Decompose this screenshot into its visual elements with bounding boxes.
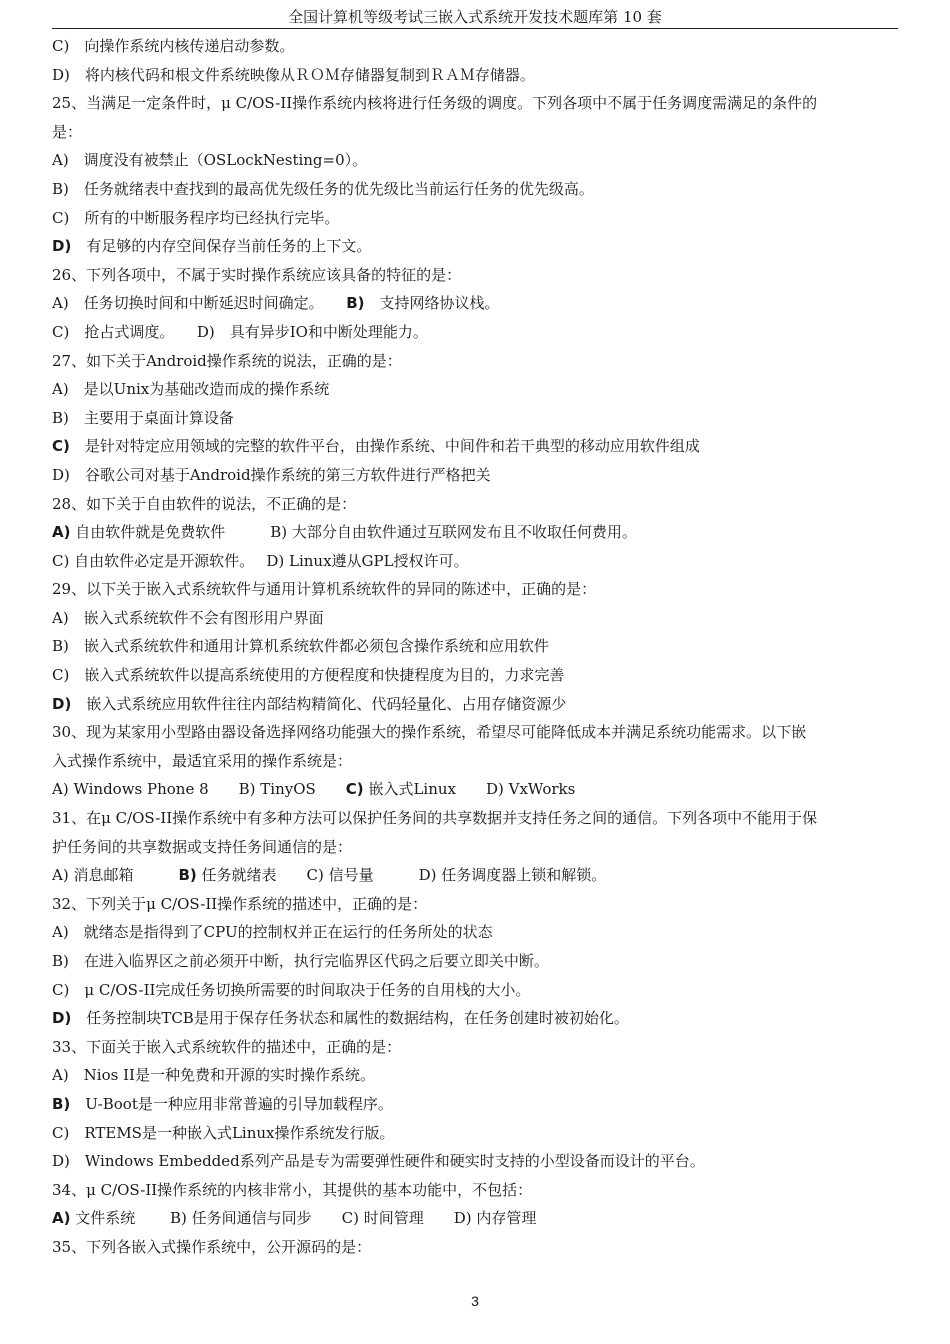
line-text: A) Nios II是一种免费和开源的实时操作系统。 — [52, 1066, 375, 1085]
line-text: 自由软件就是免费软件 B) 大部分自由软件通过互联网发布且不收取任何费用。 — [70, 523, 637, 542]
line-text: 35、下列各嵌入式操作系统中，公开源码的是： — [52, 1237, 372, 1256]
line-text: A) 嵌入式系统软件不会有图形用户界面 — [52, 608, 324, 627]
text-line — [52, 861, 902, 890]
question-content — [52, 32, 902, 1262]
line-text: 入式操作系统中，最适宜采用的操作系统是： — [52, 751, 353, 770]
line-text: D) 谷歌公司对基于Android操作系统的第三方软件进行严格把关 — [52, 465, 491, 484]
text-line — [52, 918, 902, 947]
text-line — [52, 375, 902, 404]
line-text: A) 就绪态是指得到了CPU的控制权并正在运行的任务所处的状态 — [52, 923, 493, 942]
line-text: 25、当满足一定条件时，μ C/OS-II操作系统内核将进行任务级的调度。下列各项中不属于任务调度需满足的条件的 — [52, 94, 818, 113]
line-text: 27、如下关于Android操作系统的说法，正确的是： — [52, 351, 402, 370]
line-text: 护任务间的共享数据或支持任务间通信的是： — [52, 837, 353, 856]
line-text: A) 是以Unix为基础改造而成的操作系统 — [52, 380, 330, 399]
line-text: A) 任务切换时间和中断延迟时间确定。 — [52, 294, 347, 313]
line-text: 29、以下关于嵌入式系统软件与通用计算机系统软件的异同的陈述中，正确的是： — [52, 580, 597, 599]
text-line — [52, 232, 902, 261]
line-text: 任务就绪表 C) 信号量 D) 任务调度器上锁和解锁。 — [196, 866, 607, 885]
text-line — [52, 61, 902, 90]
text-line — [52, 1090, 902, 1119]
text-line — [52, 1033, 902, 1062]
text-line — [52, 1176, 902, 1205]
text-line — [52, 432, 902, 461]
text-line — [52, 461, 902, 490]
text-line — [52, 204, 902, 233]
line-text: D) Windows Embedded系列产品是专为需要弹性硬件和硬实时支持的小型设备而设计的平台。 — [52, 1152, 705, 1171]
line-text: 是针对特定应用领域的完整的软件平台，由操作系统、中间件和若干典型的移动应用软件组成 — [69, 437, 700, 456]
line-text: C) 所有的中断服务程序均已经执行完毕。 — [52, 208, 340, 227]
text-line — [52, 490, 902, 519]
text-line — [52, 261, 902, 290]
line-text: B) 在进入临界区之前必须开中断，执行完临界区代码之后要立即关中断。 — [52, 952, 549, 970]
line-text: 支持网络协议栈。 — [364, 294, 500, 313]
line-text: 嵌入式系统应用软件往往内部结构精简化、代码轻量化、占用存储资源少 — [71, 694, 567, 713]
text-line — [52, 1061, 902, 1090]
line-text: 32、下列关于μ C/OS-II操作系统的描述中，正确的是： — [52, 894, 428, 913]
line-text: 是： — [52, 122, 83, 141]
text-line — [52, 833, 902, 862]
text-line — [52, 947, 902, 976]
line-text: A) 调度没有被禁止（OSLockNesting=0）。 — [52, 151, 368, 170]
line-text: 34、μ C/OS-II操作系统的内核非常小，其提供的基本功能中，不包括： — [52, 1180, 533, 1199]
page-header-title: 全国计算机等级考试三嵌入式系统开发技术题库第 10 套 — [288, 8, 662, 26]
text-line — [52, 718, 902, 747]
text-line — [52, 804, 902, 833]
page-header — [52, 8, 898, 29]
answer-marker: A) — [52, 523, 71, 542]
text-line — [52, 690, 902, 719]
line-text: 33、下面关于嵌入式系统软件的描述中，正确的是： — [52, 1037, 402, 1056]
text-line — [52, 146, 902, 175]
text-line — [52, 604, 902, 633]
text-line — [52, 347, 902, 376]
line-text: C) 自由软件必定是开源软件。 D) Linux遵从GPL授权许可。 — [52, 551, 469, 570]
line-text: C) 向操作系统内核传递启动参数。 — [52, 37, 295, 55]
line-text: 文件系统 B) 任务间通信与同步 C) 时间管理 D) 内存管理 — [70, 1209, 537, 1228]
text-line — [52, 1004, 902, 1033]
line-text: 26、下列各项中，不属于实时操作系统应该具备的特征的是： — [52, 265, 462, 284]
line-text: C) RTEMS是一种嵌入式Linux操作系统发行版。 — [52, 1123, 395, 1142]
answer-marker: A) — [52, 1209, 71, 1228]
answer-marker: B) — [178, 866, 197, 885]
text-line — [52, 404, 902, 433]
line-text: 31、在μ C/OS-II操作系统中有多种方法可以保护任务间的共享数据并支持任务之间的通信。下列各项中不能用于保 — [52, 809, 818, 828]
line-text: 任务控制块TCB是用于保存任务状态和属性的数据结构，在任务创建时被初始化。 — [71, 1009, 629, 1028]
line-text: 有足够的内存空间保存当前任务的上下文。 — [71, 237, 372, 256]
text-line — [52, 976, 902, 1005]
text-line — [52, 32, 902, 61]
text-line — [52, 1233, 902, 1262]
line-text: D) 将内核代码和根文件系统映像从ＲＯＭ存储器复制到ＲＡＭ存储器。 — [52, 65, 535, 84]
text-line — [52, 890, 902, 919]
answer-marker: D) — [52, 694, 72, 713]
answer-marker: D) — [52, 1009, 72, 1028]
line-text: U-Boot是一种应用非常普遍的引导加载程序。 — [70, 1094, 393, 1113]
text-line — [52, 1147, 902, 1176]
line-text: 嵌入式Linux D) VxWorks — [363, 780, 576, 799]
text-line — [52, 1204, 902, 1233]
text-line — [52, 775, 902, 804]
answer-marker: C) — [52, 437, 70, 456]
text-line — [52, 289, 902, 318]
line-text: B) 任务就绪表中查找到的最高优先级任务的优先级比当前运行任务的优先级高。 — [52, 179, 594, 198]
text-line — [52, 547, 902, 576]
text-line — [52, 89, 902, 118]
text-line — [52, 747, 902, 776]
line-text: 28、如下关于自由软件的说法，不正确的是： — [52, 494, 357, 513]
answer-marker: B) — [52, 1094, 71, 1113]
line-text: A) Windows Phone 8 B) TinyOS — [52, 780, 346, 799]
line-text: B) 主要用于桌面计算设备 — [52, 408, 234, 427]
line-text: B) 嵌入式系统软件和通用计算机系统软件都必须包含操作系统和应用软件 — [52, 637, 549, 656]
page-footer — [0, 1293, 950, 1309]
line-text: A) 消息邮箱 — [52, 866, 179, 885]
text-line — [52, 632, 902, 661]
text-line — [52, 1119, 902, 1148]
text-line — [52, 661, 902, 690]
page-number: 3 — [471, 1293, 479, 1309]
answer-marker: D) — [52, 237, 72, 256]
text-line — [52, 575, 902, 604]
answer-marker: B) — [346, 294, 365, 313]
text-line — [52, 518, 902, 547]
text-line — [52, 175, 902, 204]
text-line — [52, 118, 902, 147]
line-text: C) 嵌入式系统软件以提高系统使用的方便程度和快捷程度为目的，力求完善 — [52, 666, 565, 685]
line-text: 30、现为某家用小型路由器设备选择网络功能强大的操作系统，希望尽可能降低成本并满足系统功能需求。以下嵌 — [52, 723, 807, 742]
line-text: C) μ C/OS-II完成任务切换所需要的时间取决于任务的自用栈的大小。 — [52, 980, 531, 999]
text-line — [52, 318, 902, 347]
line-text: C) 抢占式调度。 D) 具有异步IO和中断处理能力。 — [52, 322, 428, 341]
answer-marker: C) — [345, 780, 364, 799]
